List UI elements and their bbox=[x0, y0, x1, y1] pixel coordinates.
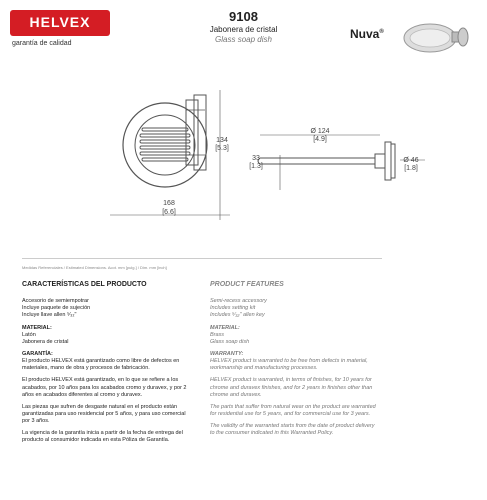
material-heading-en: MATERIAL: bbox=[210, 324, 240, 331]
warranty-3-es: Las piezas que sufren de desgaste natural en el producto están garantizadas para uso residencial por 5 años, y para uso comercial por 3 años. bbox=[22, 403, 186, 425]
warranty-3-en: The parts that suffer from natural wear on the product are warranted for residential use for 5 years, and for commercial use for 3 years. bbox=[210, 403, 376, 417]
warranty-4-es: La vigencia de la garantía inicia a partir de la fecha de entrega del producto al consumidor indicada en esta Póliza de Garantía. bbox=[22, 430, 183, 444]
brand-name: Nuva® bbox=[350, 27, 384, 41]
height-in: [5.3] bbox=[215, 145, 229, 152]
product-name-en: Glass soap dish bbox=[215, 35, 272, 44]
feature-2-es: Incluye paquete de sujeción bbox=[22, 305, 91, 312]
warranty-2-es: El producto HELVEX está garantizado, en lo que se refiere a los acabados, por 10 años para los acabados cromo y duravex, y por 2 años en acabados diferentes al cromo y duravex. bbox=[22, 377, 187, 398]
feature-1-en: Semi-recess accessory bbox=[210, 298, 267, 305]
width-in: [6.6] bbox=[162, 209, 176, 216]
features-title-es: CARACTERÍSTICAS DEL PRODUCTO bbox=[22, 281, 147, 288]
model-number: 9108 bbox=[229, 9, 258, 24]
product-photo bbox=[400, 18, 472, 58]
warranty-1-es: El producto HELVEX está garantizado como libre de defectos en materiales, mano de obra y procesos de fabricación. bbox=[22, 358, 180, 372]
feature-3-en: Includes ⁵⁄₃₂" allen key bbox=[210, 312, 265, 319]
feature-2-en: Includes setting kit bbox=[210, 305, 256, 312]
diameter-mm: Ø 124 bbox=[310, 128, 330, 135]
tagline: garantía de calidad bbox=[12, 40, 72, 47]
warranty-4-en: The validity of the warranted starts from the date of product delivery to the consumer indicated in this Warranted Policy. bbox=[210, 423, 375, 437]
diameter-in: [4.9] bbox=[313, 136, 327, 143]
warranty-heading-es: GARANTÍA: bbox=[22, 350, 53, 357]
material-2-en: Glass soap dish bbox=[210, 338, 250, 345]
feature-3-es: Incluye llave allen ⁵⁄₃₂" bbox=[22, 312, 77, 319]
product-name-es: Jabonera de cristal bbox=[209, 25, 278, 34]
warranty-1-en: HELVEX product is warranted to be free from defects in material, workmanship and manufacturing processes. bbox=[210, 358, 368, 372]
features-es bbox=[22, 280, 192, 449]
width-mm: 168 bbox=[163, 200, 175, 207]
depth-in: [1.3] bbox=[249, 163, 263, 170]
depth-mm: 33 bbox=[252, 155, 260, 162]
material-heading-es: MATERIAL: bbox=[22, 324, 52, 331]
material-1-en: Brass bbox=[210, 331, 225, 338]
features-title-en: PRODUCT FEATURES bbox=[210, 281, 284, 288]
flange-mm: Ø 46 bbox=[403, 157, 419, 164]
height-mm: 134 bbox=[216, 137, 228, 144]
logo-text: HELVEX bbox=[29, 14, 91, 30]
feature-1-es: Accesorio de semiempotrar bbox=[22, 298, 89, 305]
warranty-2-en: HELVEX product is warranted, in terms of finishes, for 10 years for chrome and duravex finishes, and for 2 years in finishes other than chrome and duravex. bbox=[210, 377, 373, 398]
features-en bbox=[210, 280, 380, 442]
material-2-es: Jabonera de cristal bbox=[22, 338, 69, 345]
flange-in: [1.8] bbox=[404, 165, 418, 172]
dimension-note: Medidas Referenciales / Estimated Dimensions. Acot. mm [pulg.] / Dim. mm [inch] bbox=[22, 265, 167, 270]
divider bbox=[22, 258, 382, 259]
material-1-es: Latón bbox=[22, 331, 36, 338]
warranty-heading-en: WARRANTY: bbox=[210, 350, 244, 357]
